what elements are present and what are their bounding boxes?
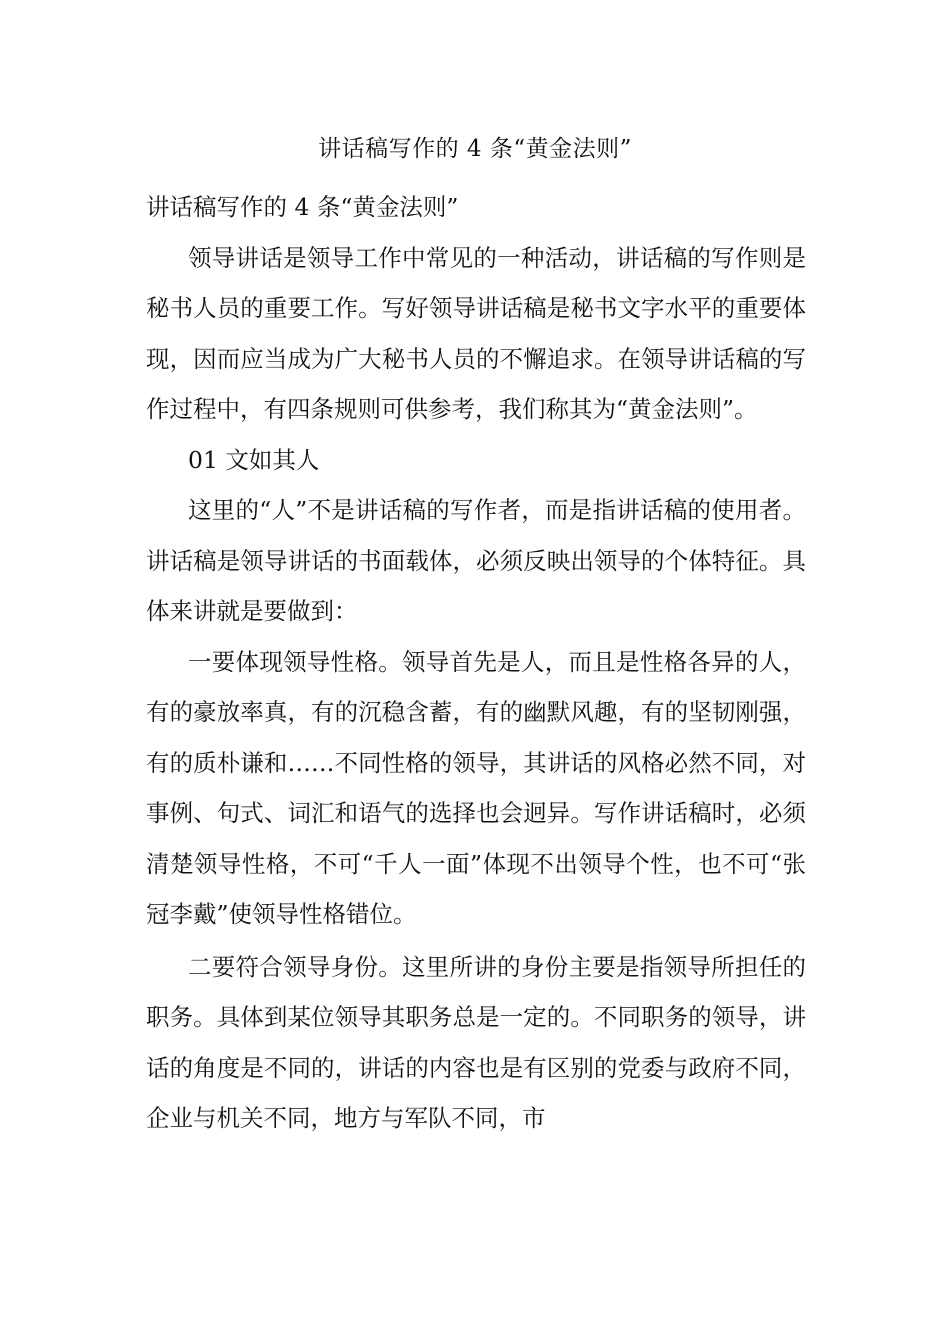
document-body (146, 182, 806, 1144)
subtitle-paragraph: 讲话稿写作的 4 条“黄金法则” (146, 193, 459, 221)
body-paragraph: 这里的“人”不是讲话稿的写作者，而是指讲话稿的使用者。讲话稿是领导讲话的书面载体，必须反映出领导的个体特征。具体来讲就是要做到： (146, 496, 806, 625)
document-title: 讲话稿写作的 4 条“黄金法则” (318, 136, 632, 162)
section-heading: 01 文如其人 (188, 445, 320, 474)
body-paragraph: 二要符合领导身份。这里所讲的身份主要是指领导所担任的职务。具体到某位领导其职务总是一定的。不同职务的领导，讲话的角度是不同的，讲话的内容也是有区别的党委与政府不同，企业与机关不同，地方与军队不同，市 (146, 952, 806, 1132)
body-paragraph: 一要体现领导性格。领导首先是人，而且是性格各异的人，有的豪放率真，有的沉稳含蓄，有的幽默风趣，有的坚韧刚强，有的质朴谦和……不同性格的领导，其讲话的风格必然不同，对事例、句式、词汇和语气的选择也会迥异。写作讲话稿时，必须清楚领导性格，不可“千人一面”体现不出领导个性，也不可“张冠李戴”使领导性格错位。 (146, 647, 806, 928)
body-paragraph: 领导讲话是领导工作中常见的一种活动，讲话稿的写作则是秘书人员的重要工作。写好领导讲话稿是秘书文字水平的重要体现，因而应当成为广大秘书人员的不懈追求。在领导讲话稿的写作过程中，有四条规则可供参考，我们称其为“黄金法则”。 (146, 243, 806, 423)
